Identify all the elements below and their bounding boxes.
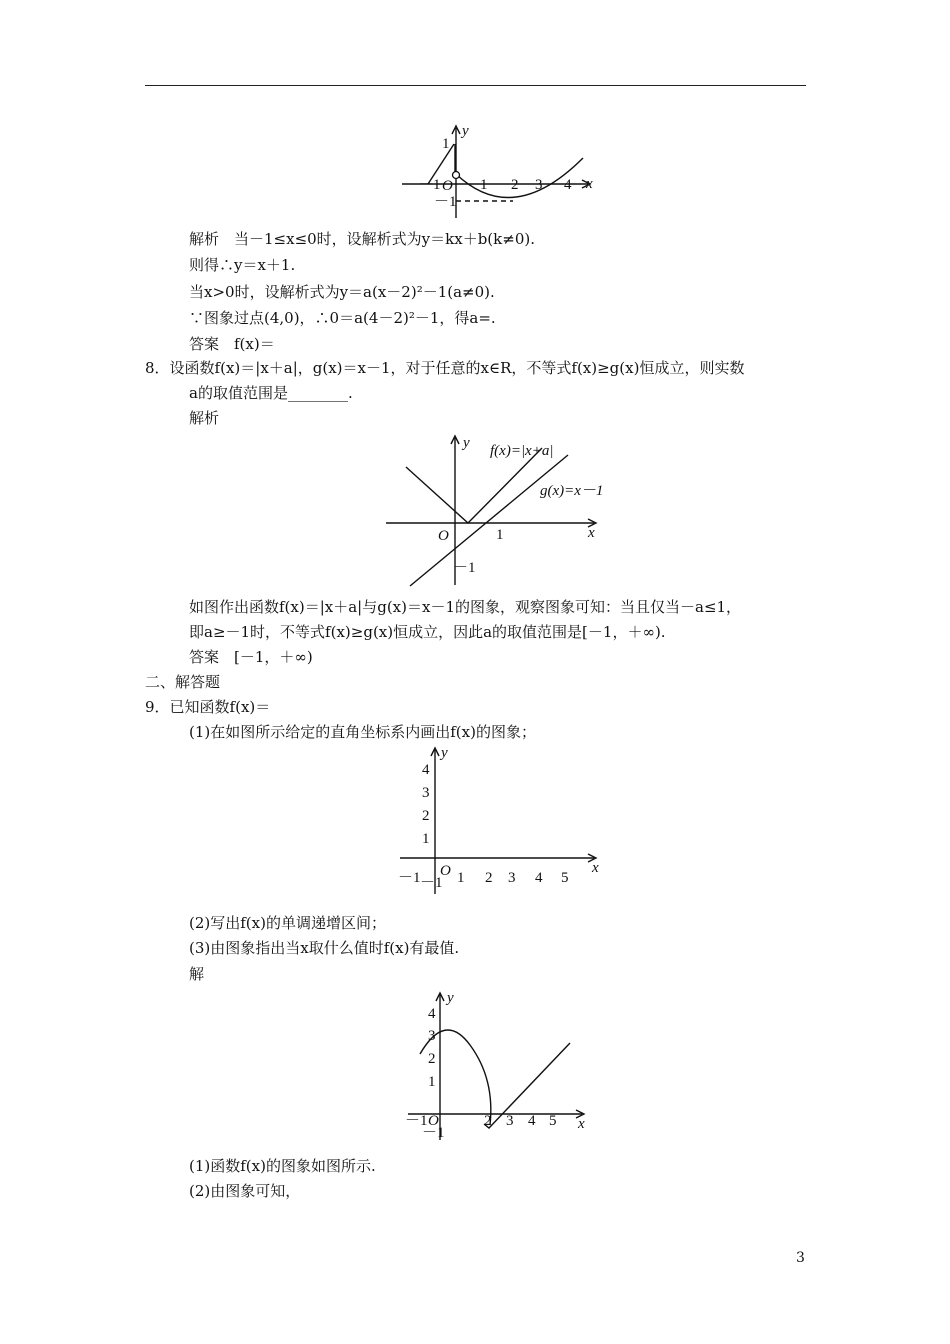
- analysis-8-line-2: 即a≥－1时，不等式f(x)≥g(x)恒成立，因此a的取值范围是[－1，＋∞).: [189, 623, 666, 641]
- tick-x-5: 5: [561, 870, 569, 886]
- header-rule: [145, 85, 806, 86]
- tick-y-2: 2: [428, 1051, 436, 1067]
- x-label: x: [588, 525, 595, 541]
- tick-x-3: 3: [535, 177, 543, 193]
- gx-label: g(x)=x－1: [540, 483, 604, 499]
- y-label: y: [441, 745, 448, 761]
- origin-label: O: [442, 178, 453, 194]
- tick-y-neg1: －1: [422, 1125, 445, 1141]
- figure-2-fx-gx: [380, 430, 610, 592]
- linear-segment: [484, 1043, 570, 1128]
- tick-y-1: 1: [422, 831, 430, 847]
- tick-x-3: 3: [508, 870, 516, 886]
- tick-y-1: 1: [442, 136, 450, 152]
- answer-line-7: 答案 f(x)＝: [189, 335, 275, 353]
- origin-label: O: [440, 863, 451, 879]
- tick-x-4: 4: [528, 1113, 536, 1129]
- tick-x-4: 4: [535, 870, 543, 886]
- tick-y-4: 4: [422, 762, 430, 778]
- solution-line-2: (2)由图象可知，: [189, 1182, 301, 1200]
- solution-line-1: (1)函数f(x)的图象如图所示.: [189, 1157, 376, 1175]
- analysis-line-4: ∵图象过点(4,0)，∴0＝a(4－2)²－1，得a=.: [189, 309, 496, 327]
- open-point: [453, 172, 460, 179]
- origin-label: O: [438, 528, 449, 544]
- figure-1-piecewise-graph: [398, 118, 598, 228]
- tick-x-neg1: －1: [398, 870, 421, 886]
- tick-y-2: 2: [422, 808, 430, 824]
- origin-label: O: [428, 1113, 439, 1129]
- question-9-line-1: 9．已知函数f(x)＝: [145, 698, 271, 716]
- answer-line-8: 答案 [－1，＋∞): [189, 648, 313, 666]
- tick-y-3: 3: [428, 1028, 436, 1044]
- question-8-line-2: a的取值范围是________.: [189, 384, 353, 402]
- tick-x-neg1: －1: [418, 177, 441, 193]
- tick-x-5: 5: [549, 1113, 557, 1129]
- x-label: x: [578, 1116, 585, 1132]
- tick-x-1: 1: [457, 870, 465, 886]
- x-label: x: [586, 176, 593, 192]
- analysis-line-3: 当x>0时，设解析式为y＝a(x－2)²－1(a≠0).: [189, 283, 495, 301]
- analysis-line-1: 解析 当－1≤x≤0时，设解析式为y＝kx＋b(k≠0).: [189, 230, 535, 248]
- tick-y-neg1: －1: [453, 560, 476, 576]
- tick-x-3: 3: [506, 1113, 514, 1129]
- tick-x-2: 2: [485, 870, 493, 886]
- gx-graph: [410, 455, 568, 586]
- solution-heading: 解: [189, 965, 205, 983]
- tick-y-neg1: －1: [420, 875, 443, 891]
- tick-y-neg1: －1: [434, 194, 457, 210]
- question-8-line-1: 8．设函数f(x)＝|x＋a|，g(x)＝x－1，对于任意的x∈R，不等式f(x)≥g(x)恒成立，则实数: [145, 359, 745, 377]
- tick-y-3: 3: [422, 785, 430, 801]
- question-9-part-2: (2)写出f(x)的单调递增区间；: [189, 914, 386, 932]
- analysis-8-line-1: 如图作出函数f(x)＝|x＋a|与g(x)＝x－1的图象，观察图象可知：当且仅当－a≤1，: [189, 598, 742, 616]
- y-label: y: [447, 990, 454, 1006]
- tick-x-1: 1: [496, 527, 504, 543]
- tick-x-1: 1: [480, 177, 488, 193]
- tick-x-neg1: －1: [405, 1113, 428, 1129]
- figure-3-blank-axes: [394, 744, 609, 894]
- y-label: y: [462, 123, 469, 139]
- tick-y-1: 1: [428, 1074, 436, 1090]
- page-number: 3: [796, 1250, 805, 1266]
- question-9-part-3: (3)由图象指出当x取什么值时f(x)有最值.: [189, 939, 460, 957]
- tick-y-4: 4: [428, 1006, 436, 1022]
- section-heading: 二、解答题: [145, 673, 221, 691]
- figure-4-fx-graph: [404, 990, 594, 1140]
- tick-x-2: 2: [511, 177, 519, 193]
- analysis-line-2: 则得∴y＝x＋1.: [189, 256, 296, 274]
- question-9-part-1: (1)在如图所示给定的直角坐标系内画出f(x)的图象；: [189, 723, 536, 741]
- x-label: x: [592, 860, 599, 876]
- tick-x-2: 2: [484, 1113, 492, 1129]
- analysis-8-heading: 解析: [189, 409, 220, 427]
- tick-x-4: 4: [564, 177, 572, 193]
- fx-graph: [406, 448, 542, 523]
- y-label: y: [463, 435, 470, 451]
- fx-label: f(x)=|x+a|: [490, 443, 554, 459]
